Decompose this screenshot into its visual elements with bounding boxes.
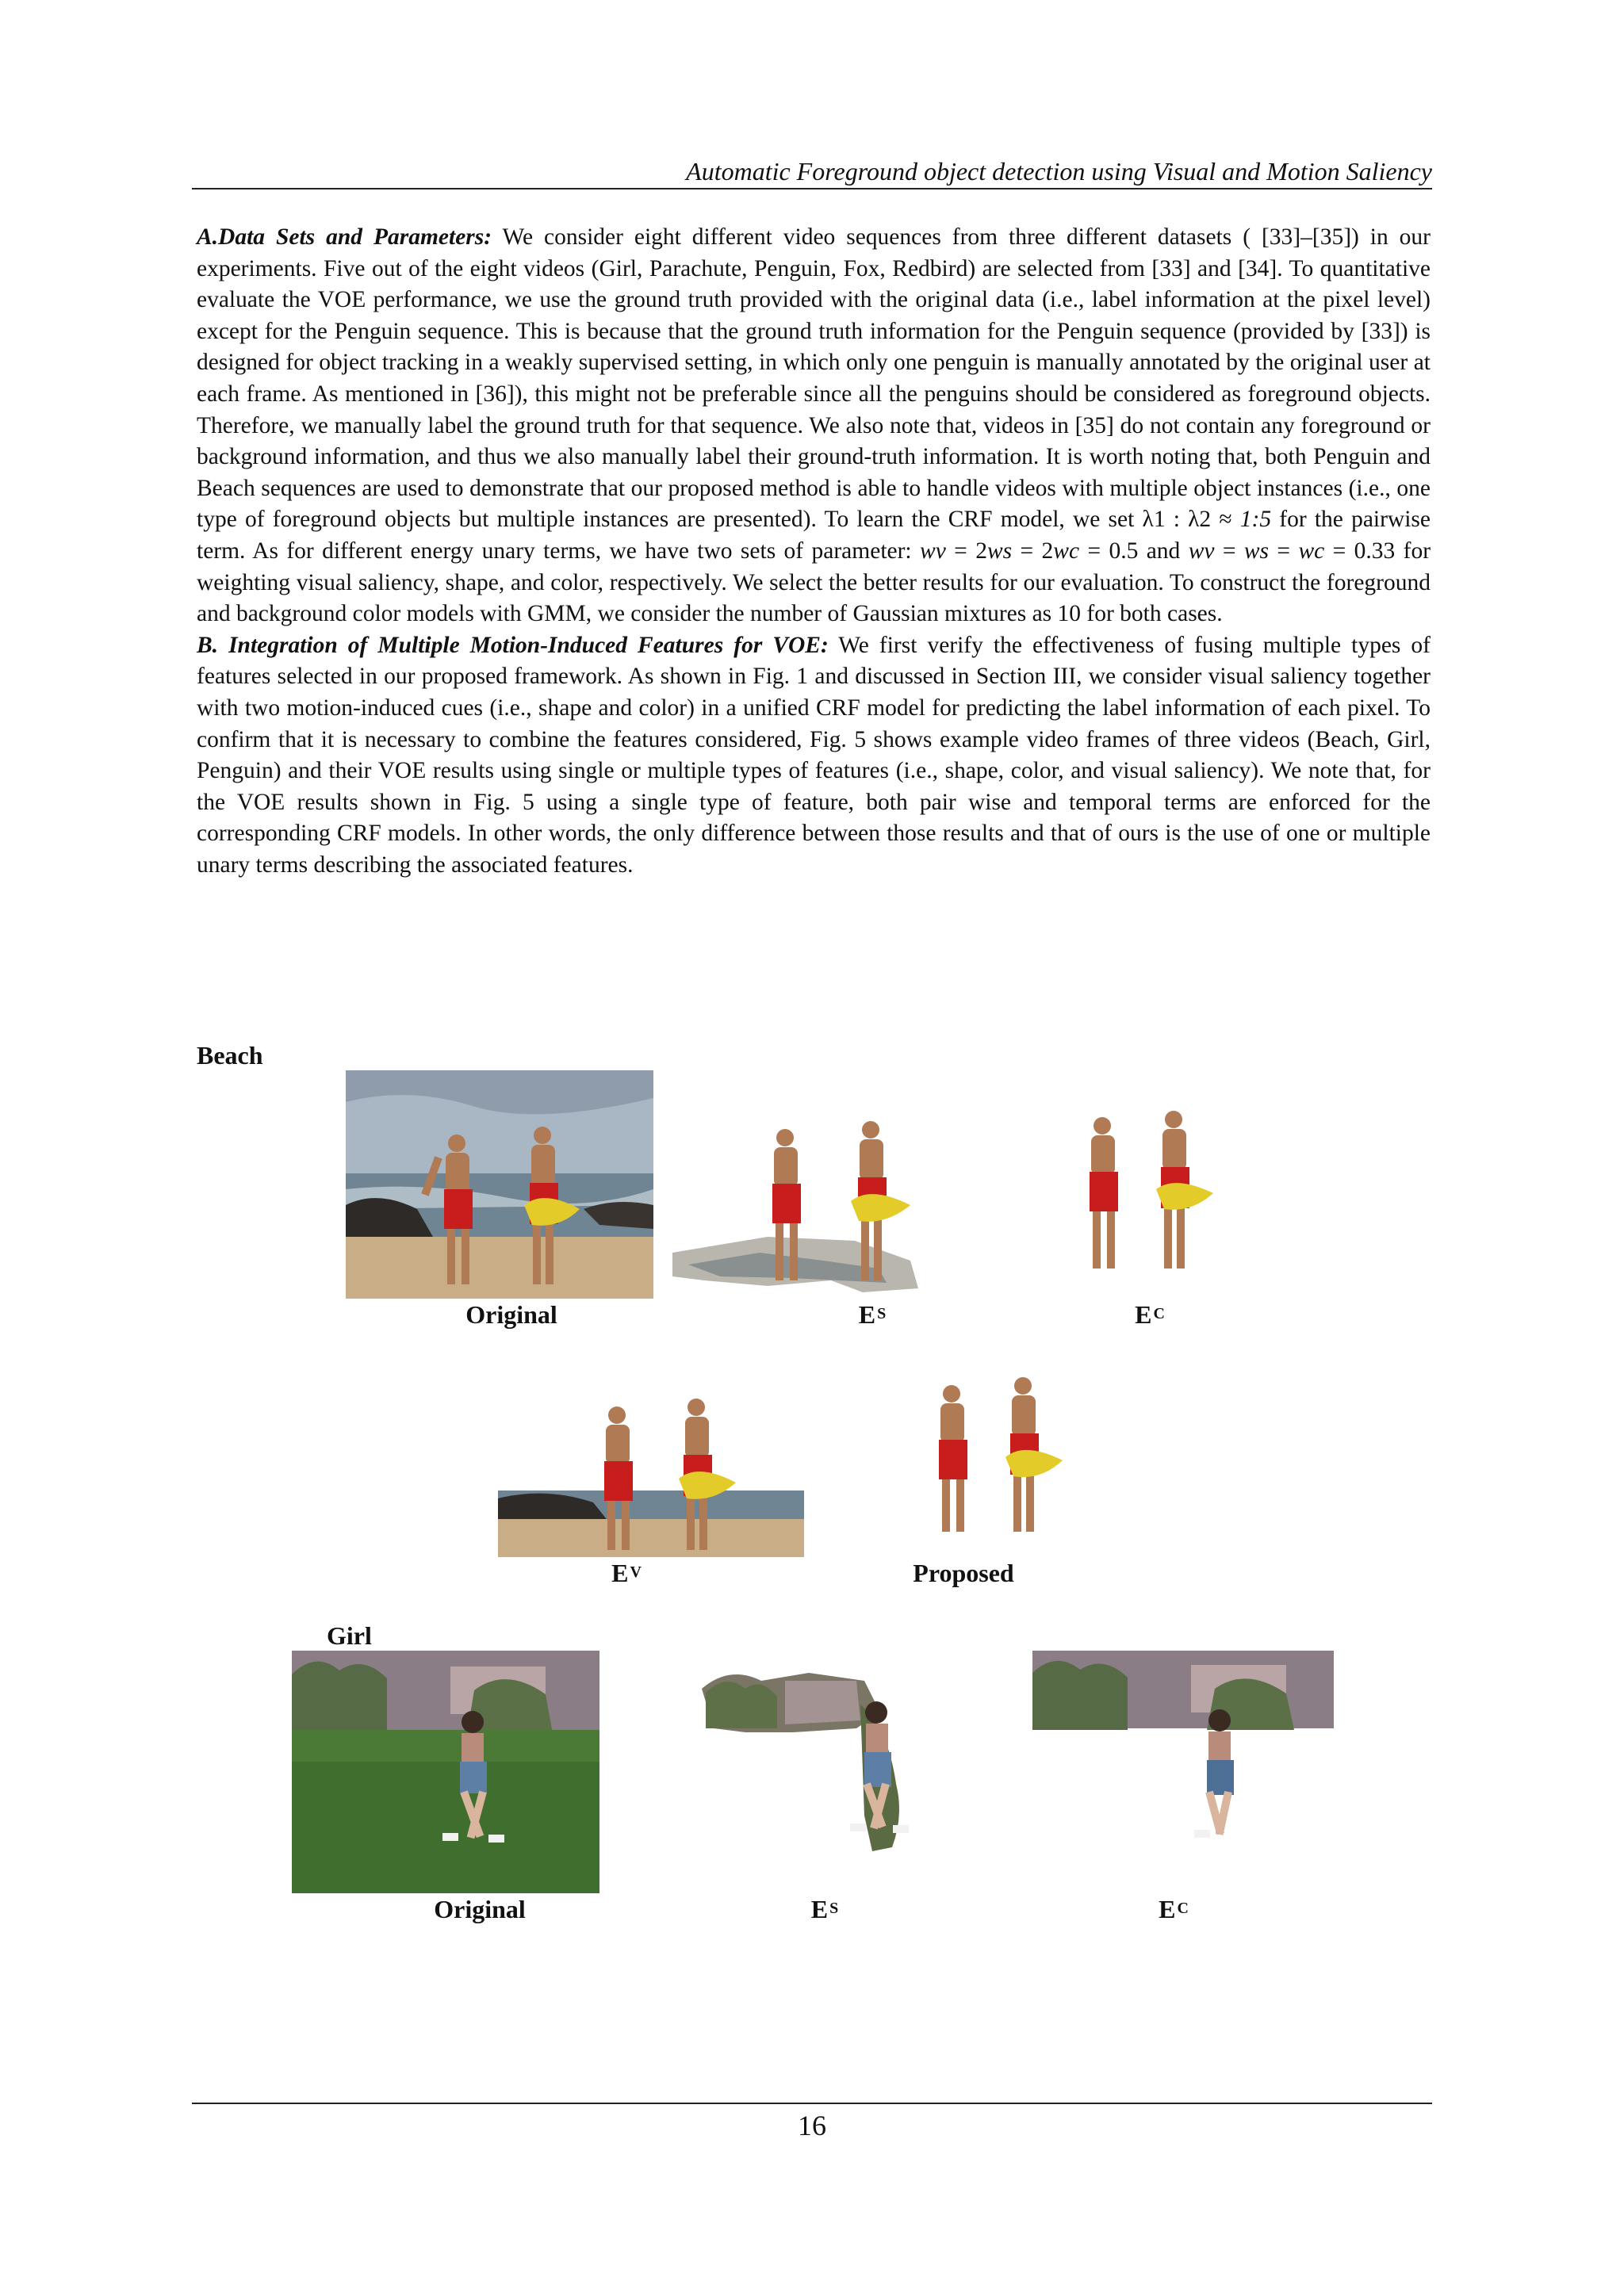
girl-es-image (698, 1657, 967, 1855)
beach-ev-caption: E $^V$ (611, 1559, 642, 1587)
header-rule (192, 188, 1432, 189)
beach-ec-image (1055, 1102, 1253, 1276)
beach-original-caption: Original (465, 1300, 557, 1329)
beach-ec-caption: E $^C$ (1135, 1300, 1165, 1329)
section-a-paragraph: A.Data Sets and Parameters: We consider eight different video sequences from three different datasets ( [33]–[35]) in our experiments. Five out of the eight videos (Girl, Parachute, Penguin, Fox, Redbird) are selected from [33] and [34]. To quantitative evaluate the VOE performance, we use the ground truth provided with the original data (i.e., label information at the pixel level) except for the Penguin sequence. This is because that the ground truth information for the Penguin sequence (provided by [33]) is designed for object tracking in a weakly supervised setting, in which only one penguin is manually annotated by the original user at each frame. As mentioned in [36]), this might not be preferable since all the penguins should be considered as foreground objects. Therefore, we manually label the ground truth for that sequence. We also note that, videos in [35] do not contain any foreground or background information, and thus we also manually label their ground-truth information. It is worth noting that, both Penguin and Beach sequences are used to demonstrate that our proposed method is able to handle videos with multiple object instances (i.e., one type of foreground objects but multiple instances are presented). To learn the CRF model, we set λ1 : λ2 ≈ 1:5 for the pairwise term. As for different energy unary terms, we have two sets of parameter: wv = 2ws = 2wc = 0.5 and wv = ws = wc = 0.33 for weighting visual saliency, shape, and color, respectively. We select the better results for our evaluation. To construct the foreground and background color models with GMM, we consider the number of Gaussian mixtures as 10 for both cases. (197, 224, 1431, 627)
beach-es-image (672, 1102, 967, 1310)
page-number: 16 (798, 2110, 826, 2141)
girl-label: Girl (327, 1621, 372, 1650)
beach-proposed-image (904, 1364, 1094, 1538)
beach-es-caption: E $^S$ (858, 1300, 887, 1329)
running-header: Automatic Foreground object detection using Visual and Motion Saliency (686, 157, 1432, 186)
body-text (197, 222, 1431, 881)
girl-es-caption: E $^S$ (810, 1895, 839, 1923)
beach-original-image (346, 1070, 653, 1299)
girl-ec-caption: E $^C$ (1159, 1895, 1189, 1923)
section-b-heading: B. Integration of Multiple Motion-Induced Features for VOE: (197, 632, 829, 658)
section-a-heading: A.Data Sets and Parameters: (197, 224, 492, 250)
girl-original-image (292, 1651, 599, 1893)
beach-label: Beach (197, 1041, 263, 1070)
girl-original-caption: Original (434, 1895, 526, 1923)
footer-rule (192, 2103, 1432, 2104)
beach-proposed-caption: Proposed (913, 1559, 1014, 1587)
beach-ev-image (498, 1372, 804, 1557)
girl-ec-image (1032, 1651, 1334, 1849)
section-b-paragraph: B. Integration of Multiple Motion-Induced Features for VOE: We first verify the effectiveness of fusing multiple types of features selected in our proposed framework. As shown in Fig. 1 and discussed in Section III, we consider visual saliency together with two motion-induced cues (i.e., shape and color) in a unified CRF model for predicting the label information of each pixel. To confirm that it is necessary to combine the features considered, Fig. 5 shows example video frames of three videos (Beach, Girl, Penguin) and their VOE results using single or multiple types of features (i.e., shape, color, and visual saliency). We note that, for the VOE results shown in Fig. 5 using a single type of feature, both pair wise and temporal terms are enforced for the corresponding CRF models. In other words, the only difference between those results and that of ours is the use of one or multiple unary terms describing the associated features. (197, 632, 1431, 878)
